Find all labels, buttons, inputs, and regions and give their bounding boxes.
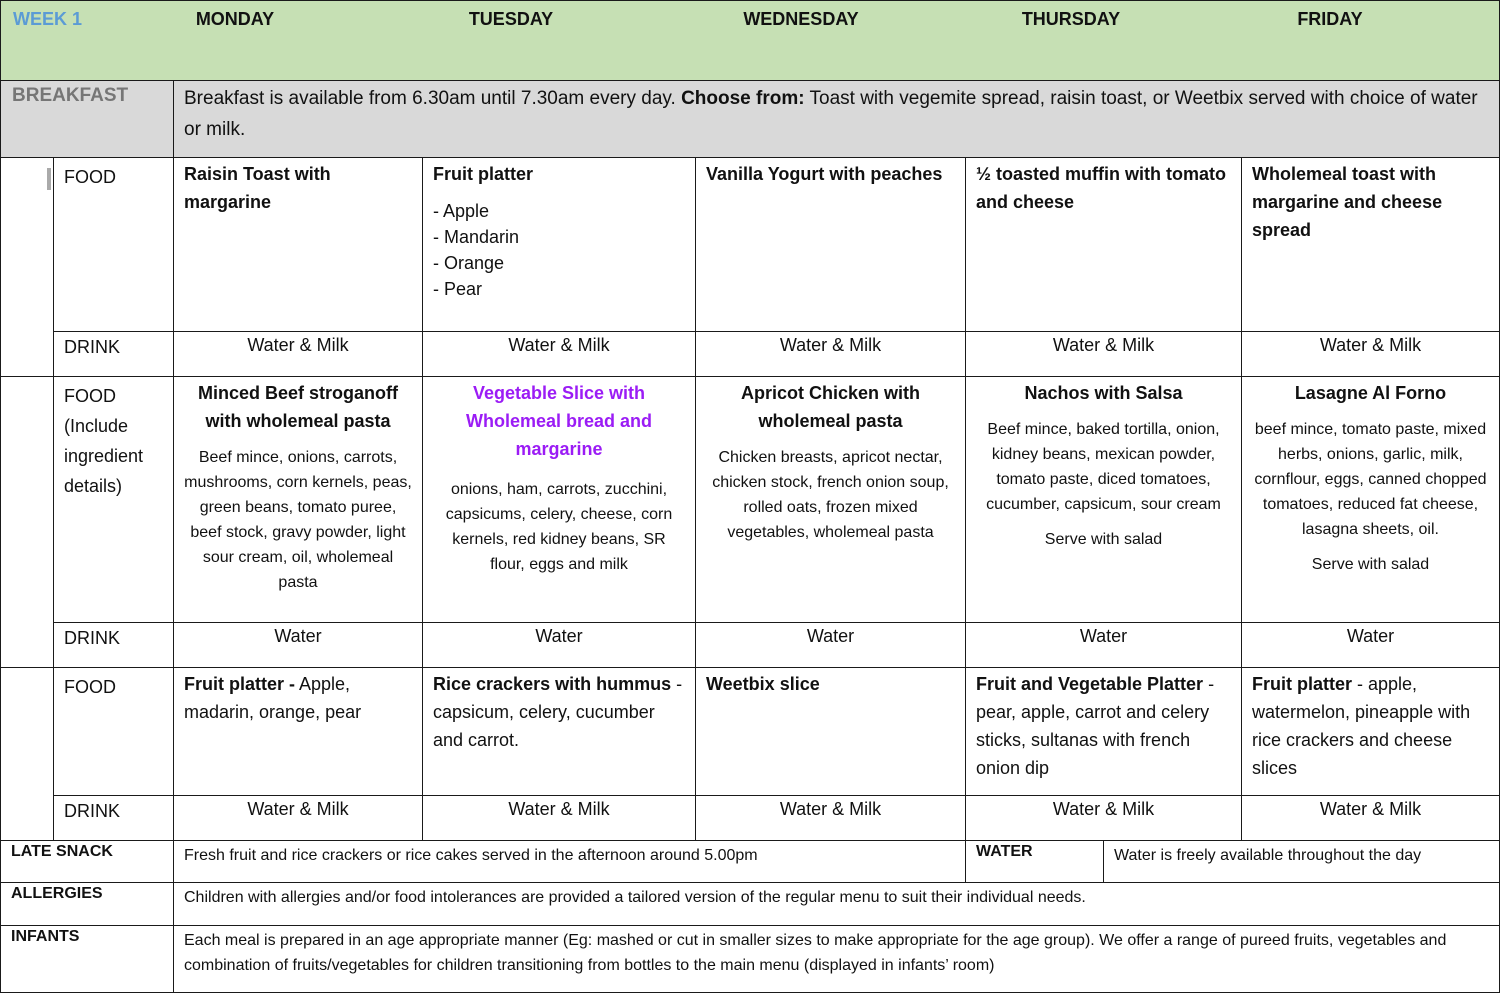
- afternoon-food-tuesday: [422, 667, 696, 796]
- breakfast-label: BREAKFAST: [0, 80, 174, 158]
- snack-title: Fruit platter -: [184, 674, 295, 694]
- afternoon-drink-label: DRINK: [53, 795, 174, 841]
- fruit-item: - Apple: [433, 201, 490, 221]
- lunch-drink-friday: Water: [1241, 622, 1500, 668]
- snack-details: Apple, madarin, orange, pear: [184, 674, 362, 722]
- lunch-food-wednesday: [695, 376, 966, 623]
- lunch-title: Apricot Chicken with wholemeal pasta: [740, 383, 920, 431]
- morning-food-tuesday: [422, 157, 696, 332]
- day-friday: FRIDAY: [1297, 9, 1363, 29]
- morning-drink-friday: Water & Milk: [1241, 331, 1500, 377]
- lunch-ingredients: Beef mince, onions, carrots, mushrooms, corn kernels, peas, green beans, tomato puree, beef stock, gravy powder, light sour cream, oil, wholemeal pasta: [184, 449, 412, 591]
- snack-title: Weetbix slice: [706, 674, 820, 694]
- lunch-food-label: FOOD (Include ingredient details): [53, 376, 174, 623]
- morning-food-tuesday-title: Fruit platter: [433, 164, 534, 184]
- infants-text: Each meal is prepared in an age appropriate manner (Eg: mashed or cut in smaller sizes to make appropriate for the age group). We offer a range of pureed fruits, vegetables and combination of fruits/vegetables for children transitioning from bottles to the main menu (displayed in infants’ room): [173, 925, 1500, 993]
- breakfast-text-before: Breakfast is available from 6.30am until 7.30am every day.: [184, 88, 682, 109]
- morning-food-wednesday: Vanilla Yogurt with peaches: [695, 157, 966, 332]
- morning-food-label: FOOD: [53, 157, 174, 332]
- water-label: WATER: [965, 840, 1104, 883]
- lunch-food-friday: [1241, 376, 1500, 623]
- lunch-title: Vegetable Slice with Wholemeal bread and margarine: [465, 383, 653, 459]
- lunch-food-tuesday: [422, 376, 696, 623]
- breakfast-text-bold: Choose from:: [681, 88, 805, 109]
- lunch-ingredients: Beef mince, baked tortilla, onion, kidney beans, mexican powder, tomato paste, diced tomatoes, cucumber, capsicum, sour cream: [986, 421, 1221, 513]
- week-label: WEEK 1: [13, 9, 83, 29]
- day-monday: MONDAY: [195, 9, 275, 29]
- afternoon-drink-thursday: Water & Milk: [965, 795, 1242, 841]
- lunch-title: Nachos with Salsa: [1024, 383, 1183, 403]
- lunch-drink-wednesday: Water: [695, 622, 966, 668]
- afternoon-drink-monday: Water & Milk: [173, 795, 423, 841]
- morning-drink-label: DRINK: [53, 331, 174, 377]
- snack-title: Fruit and Vegetable Platter: [976, 674, 1204, 694]
- lunch-ingredients: beef mince, tomato paste, mixed herbs, onions, garlic, milk, cornflour, eggs, canned chopped tomatoes, reduced fat cheese, lasagna sheets, oil.: [1254, 421, 1487, 538]
- lunch-drink-tuesday: Water: [422, 622, 696, 668]
- morning-food-monday: Raisin Toast with margarine: [173, 157, 423, 332]
- lunch-drink-label: DRINK: [53, 622, 174, 668]
- snack-title: Rice crackers with hummus: [433, 674, 672, 694]
- morning-drink-wednesday: Water & Milk: [695, 331, 966, 377]
- lunch-ingredients: onions, ham, carrots, zucchini, capsicums, celery, cheese, corn kernels, red kidney beans, SR flour, eggs and milk: [445, 481, 673, 573]
- morning-food-friday: Wholemeal toast with margarine and cheese spread: [1241, 157, 1500, 332]
- morning-drink-tuesday: Water & Milk: [422, 331, 696, 377]
- breakfast-text-after: Toast with vegemite spread, raisin toast, or Weetbix served with choice of water or milk.: [184, 88, 1478, 140]
- lunch-drink-monday: Water: [173, 622, 423, 668]
- day-wednesday: WEDNESDAY: [743, 9, 859, 29]
- water-text: Water is freely available throughout the day: [1103, 840, 1500, 883]
- infants-label: INFANTS: [0, 925, 174, 993]
- lunch-food-monday: [173, 376, 423, 623]
- section-morning-tea: [0, 157, 54, 377]
- snack-details: - apple, watermelon, pineapple with rice crackers and cheese slices: [1252, 674, 1471, 778]
- fruit-list: [433, 198, 685, 302]
- late-snack-label: LATE SNACK: [0, 840, 174, 883]
- section-afternoon-tea: [0, 667, 54, 841]
- lunch-ingredients: Chicken breasts, apricot nectar, chicken stock, french onion soup, rolled oats, frozen mixed vegetables, wholemeal pasta: [712, 449, 949, 541]
- afternoon-food-label: FOOD: [53, 667, 174, 796]
- day-thursday: THURSDAY: [1021, 9, 1121, 29]
- lunch-note: Serve with salad: [1044, 531, 1163, 548]
- snack-details: - capsicum, celery, cucumber and carrot.: [433, 674, 683, 750]
- morning-food-thursday: ½ toasted muffin with tomato and cheese: [965, 157, 1242, 332]
- morning-drink-monday: Water & Milk: [173, 331, 423, 377]
- afternoon-drink-wednesday: Water & Milk: [695, 795, 966, 841]
- afternoon-food-wednesday: [695, 667, 966, 796]
- fruit-item: - Orange: [433, 253, 505, 273]
- afternoon-food-thursday: [965, 667, 1242, 796]
- fruit-item: - Mandarin: [433, 227, 520, 247]
- snack-title: Fruit platter: [1252, 674, 1353, 694]
- header-row: [0, 0, 1500, 81]
- afternoon-food-monday: [173, 667, 423, 796]
- lunch-title: Lasagne Al Forno: [1294, 383, 1447, 403]
- day-tuesday: TUESDAY: [468, 9, 554, 29]
- afternoon-food-friday: [1241, 667, 1500, 796]
- snack-details: - pear, apple, carrot and celery sticks, sultanas with french onion dip: [976, 674, 1215, 778]
- late-snack-text: Fresh fruit and rice crackers or rice cakes served in the afternoon around 5.00pm: [173, 840, 966, 883]
- lunch-food-thursday: [965, 376, 1242, 623]
- lunch-title: Minced Beef stroganoff with wholemeal pasta: [197, 383, 398, 431]
- morning-drink-thursday: Water & Milk: [965, 331, 1242, 377]
- allergies-label: ALLERGIES: [0, 882, 174, 926]
- afternoon-drink-tuesday: Water & Milk: [422, 795, 696, 841]
- lunch-drink-thursday: Water: [965, 622, 1242, 668]
- breakfast-description: [173, 80, 1500, 158]
- section-marker: [47, 168, 51, 190]
- allergies-text: Children with allergies and/or food intolerances are provided a tailored version of the regular menu to suit their individual needs.: [173, 882, 1500, 926]
- afternoon-drink-friday: Water & Milk: [1241, 795, 1500, 841]
- fruit-item: - Pear: [433, 279, 483, 299]
- section-lunch: [0, 376, 54, 668]
- lunch-note: Serve with salad: [1311, 556, 1430, 573]
